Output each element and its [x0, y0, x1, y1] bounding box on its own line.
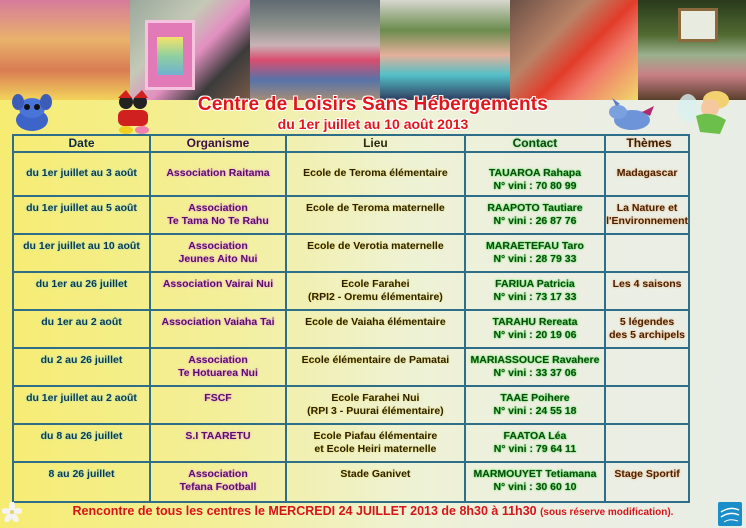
family-at-nature-sign-photo [638, 0, 746, 100]
theme-cell: 5 légendes des 5 archipels [605, 310, 689, 348]
table-row [13, 310, 689, 348]
contact-cell: MARIASSOUCE Ravahere N° vini : 33 37 06 [465, 348, 605, 386]
contact-cell: FARIUA Patricia N° vini : 73 17 33 [465, 272, 605, 310]
theme-cell [605, 348, 689, 386]
children-in-paper-crowns-photo [0, 0, 130, 100]
organization-logo-icon [718, 502, 742, 526]
organisme-cell: Association Tefana Football [150, 462, 286, 502]
date-cell: du 8 au 26 juillet [13, 424, 150, 462]
page-title: Centre de Loisirs Sans Hébergements [197, 94, 549, 115]
date-cell: du 1er juillet au 2 août [13, 386, 150, 424]
theme-cell [605, 424, 689, 462]
table-row [13, 272, 689, 310]
table-row [13, 152, 689, 196]
column-header-organisme: Organisme [150, 135, 286, 152]
date-cell: du 1er au 2 août [13, 310, 150, 348]
contact-cell: MARAETEFAU Taro N° vini : 28 79 33 [465, 234, 605, 272]
table-row [13, 234, 689, 272]
lieu-cell: Ecole de Teroma maternelle [286, 196, 465, 234]
picture-frame-shape [145, 20, 195, 90]
theme-cell: Les 4 saisons [605, 272, 689, 310]
column-header-date: Date [13, 135, 150, 152]
page-subtitle: du 1er juillet au 10 août 2013 [277, 116, 469, 132]
lieu-cell: Ecole élémentaire de Pamatai [286, 348, 465, 386]
theme-cell: Stage Sportif [605, 462, 689, 502]
contact-cell: TARAHU Rereata N° vini : 20 19 06 [465, 310, 605, 348]
date-cell: du 2 au 26 juillet [13, 348, 150, 386]
theme-cell: La Nature et l'Environnement [605, 196, 689, 234]
date-cell: du 1er au 26 juillet [13, 272, 150, 310]
schedule-table [12, 134, 690, 503]
footer-announcement [0, 504, 746, 518]
lieu-cell: Stade Ganivet [286, 462, 465, 502]
theme-cell [605, 234, 689, 272]
children-in-pareos-dancing-photo [380, 0, 510, 100]
organisme-cell: Association Vairai Nui [150, 272, 286, 310]
organisme-cell: FSCF [150, 386, 286, 424]
contact-cell: RAAPOTO Tautiare N° vini : 26 87 76 [465, 196, 605, 234]
reservation-note: (sous réserve modification). [540, 507, 674, 518]
contact-cell: TAUAROA Rahapa N° vini : 70 80 99 [465, 152, 605, 196]
meeting-announcement-text: Rencontre de tous les centres le MERCREDI 24 JUILLET 2013 de 8h30 à 11h30 [72, 504, 537, 518]
title-area [0, 94, 746, 133]
table-row [13, 386, 689, 424]
date-cell: du 1er juillet au 3 août [13, 152, 150, 196]
girl-holding-picture-frame-photo [130, 0, 250, 100]
header-photo-strip [0, 0, 746, 100]
column-header-contact: Contact [465, 135, 605, 152]
contact-cell: MARMOUYET Tetiamana N° vini : 30 60 10 [465, 462, 605, 502]
table-row [13, 196, 689, 234]
lieu-cell: Ecole de Teroma élémentaire [286, 152, 465, 196]
contact-cell: TAAE Poihere N° vini : 24 55 18 [465, 386, 605, 424]
date-cell: 8 au 26 juillet [13, 462, 150, 502]
table-row [13, 462, 689, 502]
craft-activity-photo [510, 0, 638, 100]
column-header-themes: Thèmes [605, 135, 689, 152]
children-with-red-scarves-photo [250, 0, 380, 100]
organisme-cell: S.I TAARETU [150, 424, 286, 462]
column-header-lieu: Lieu [286, 135, 465, 152]
lieu-cell: Ecole de Verotia maternelle [286, 234, 465, 272]
date-cell: du 1er juillet au 10 août [13, 234, 150, 272]
organisme-cell: Association Vaiaha Tai [150, 310, 286, 348]
lieu-cell: Ecole Farahei (RPI2 - Oremu élémentaire) [286, 272, 465, 310]
table-header-row [13, 135, 689, 152]
theme-cell [605, 386, 689, 424]
date-cell: du 1er juillet au 5 août [13, 196, 150, 234]
organisme-cell: Association Jeunes Aito Nui [150, 234, 286, 272]
organisme-cell: Association Raitama [150, 152, 286, 196]
lieu-cell: Ecole de Vaiaha élémentaire [286, 310, 465, 348]
contact-cell: FAATOA Léa N° vini : 79 64 11 [465, 424, 605, 462]
table-row [13, 348, 689, 386]
lieu-cell: Ecole Piafau élémentaire et Ecole Heiri maternelle [286, 424, 465, 462]
organisme-cell: Association Te Tama No Te Rahu [150, 196, 286, 234]
organisme-cell: Association Te Hotuarea Nui [150, 348, 286, 386]
lieu-cell: Ecole Farahei Nui (RPI 3 - Puurai élémentaire) [286, 386, 465, 424]
theme-cell: Madagascar [605, 152, 689, 196]
table-row [13, 424, 689, 462]
nature-sign-shape [678, 8, 718, 42]
